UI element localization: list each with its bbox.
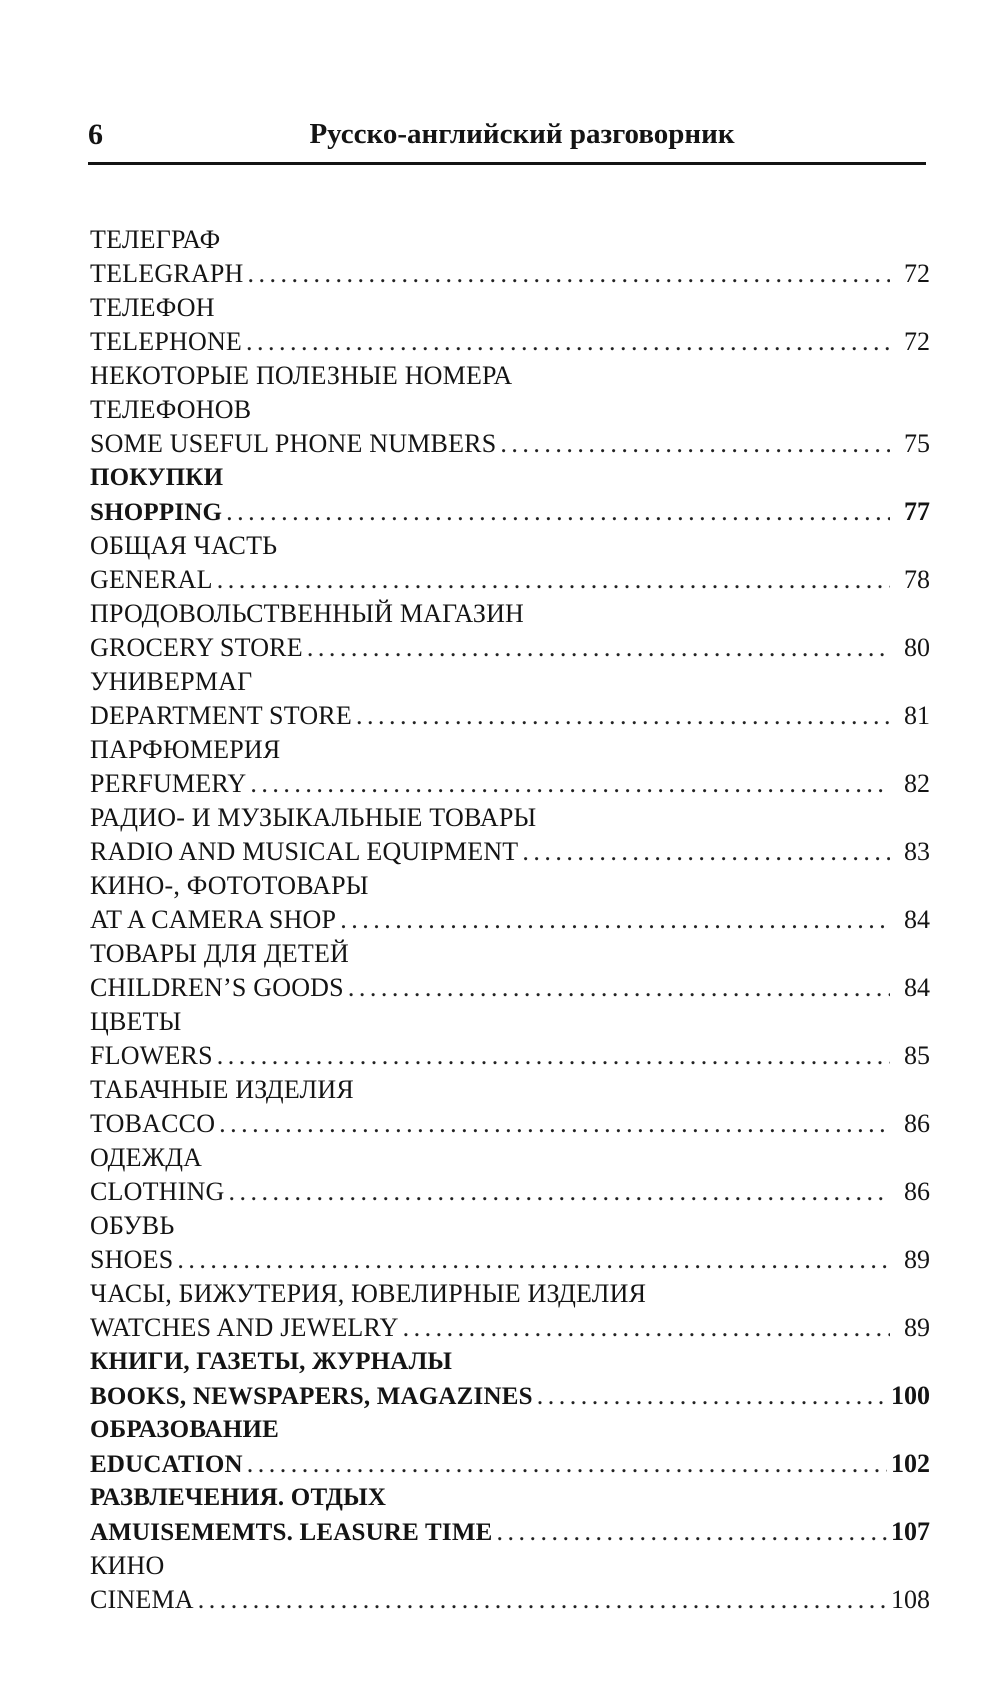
toc-entry-ru-title: ОБЩАЯ ЧАСТЬ: [90, 531, 278, 560]
toc-entry-flowers: [90, 1005, 930, 1073]
dot-leader: [228, 1175, 890, 1209]
toc-section-en-title: EDUCATION: [90, 1451, 243, 1478]
dot-leader: [198, 1583, 887, 1617]
toc-entry-line[interactable]: [90, 835, 930, 869]
toc-entry-line[interactable]: [90, 1243, 930, 1277]
toc-entry-page-number: 78: [904, 565, 930, 594]
toc-entry-ru-title: УНИВЕРМАГ: [90, 667, 253, 696]
toc-entry-ru-title: ЦВЕТЫ: [90, 1007, 182, 1036]
toc-entry-ru-title-continued: ТЕЛЕФОНОВ: [90, 395, 252, 424]
toc-section-education: [90, 1413, 930, 1481]
toc-entry-page-number: 80: [904, 633, 930, 662]
toc-entry-en-title: WATCHES AND JEWELRY: [90, 1313, 399, 1342]
toc-entry-ru-title: КИНО-, ФОТОТОВАРЫ: [90, 871, 369, 900]
toc-entry-page-number: 86: [904, 1177, 930, 1206]
toc-entry-page-number: 77: [904, 497, 930, 526]
toc-entry-page-number: 75: [904, 429, 930, 458]
toc-entry-en-title: RADIO AND MUSICAL EQUIPMENT: [90, 837, 519, 866]
dot-leader: [250, 767, 890, 801]
toc-entry-line[interactable]: [90, 1583, 930, 1617]
dot-leader: [307, 631, 890, 665]
toc-entry-line[interactable]: [90, 1039, 930, 1073]
toc-section-amusements: [90, 1481, 930, 1549]
page-number: 6: [88, 118, 103, 151]
toc-entry-en-title: FLOWERS: [90, 1041, 213, 1070]
toc-section-shopping: [90, 461, 930, 529]
toc-entry-line[interactable]: [90, 1107, 930, 1141]
toc-entry-department-store: [90, 665, 930, 733]
toc-entry-page-number: 85: [904, 1041, 930, 1070]
dot-leader: [348, 971, 890, 1005]
dot-leader: [403, 1311, 890, 1345]
toc-entry-en-title: PERFUMERY: [90, 769, 247, 798]
running-title: Русско-английский разговорник: [309, 118, 735, 150]
toc-entry-line[interactable]: [90, 631, 930, 665]
toc-entry-en-title: GROCERY STORE: [90, 633, 303, 662]
toc-entry-line[interactable]: [90, 1311, 930, 1345]
toc-entry-en-title: TELEGRAPH: [90, 259, 244, 288]
toc-entry-cinema: [90, 1549, 930, 1617]
toc-section-en-title: SHOPPING: [90, 499, 223, 526]
toc-entry-line[interactable]: [90, 495, 930, 529]
toc-entry-page-number: 72: [904, 259, 930, 288]
toc-entry-radio-musical: [90, 801, 930, 869]
toc-entry-page-number: 81: [904, 701, 930, 730]
toc-entry-telephone: [90, 291, 930, 359]
toc-entry-ru-title: ОДЕЖДА: [90, 1143, 203, 1172]
toc-entry-page-number: 86: [904, 1109, 930, 1138]
toc-entry-telegraph: [90, 223, 930, 291]
toc-section-ru-title: КНИГИ, ГАЗЕТЫ, ЖУРНАЛЫ: [90, 1348, 453, 1375]
dot-leader: [537, 1379, 887, 1413]
toc-entry-line[interactable]: [90, 325, 930, 359]
toc-entry-en-title: CHILDREN’S GOODS: [90, 973, 344, 1002]
toc-entry-general: [90, 529, 930, 597]
toc-entry-ru-title: ПРОДОВОЛЬСТВЕННЫЙ МАГАЗИН: [90, 599, 525, 628]
toc-entry-page-number: 102: [891, 1449, 930, 1478]
toc-entry-en-title: TELEPHONE: [90, 327, 242, 356]
toc-entry-ru-title: РАДИО- И МУЗЫКАЛЬНЫЕ ТОВАРЫ: [90, 803, 537, 832]
dot-leader: [246, 325, 890, 359]
toc-entry-tobacco: [90, 1073, 930, 1141]
toc-section-en-title: AMUISEMEMTS. LEASURE TIME: [90, 1519, 493, 1546]
toc-entry-en-title: SHOES: [90, 1245, 174, 1274]
toc-entry-line[interactable]: [90, 1175, 930, 1209]
toc-section-ru-title: ОБРАЗОВАНИЕ: [90, 1416, 280, 1443]
dot-leader: [177, 1243, 890, 1277]
toc-section-ru-title: ПОКУПКИ: [90, 464, 224, 491]
toc-entry-en-title: SOME USEFUL PHONE NUMBERS: [90, 429, 497, 458]
toc-entry-ru-title: ТЕЛЕФОН: [90, 293, 215, 322]
toc-entry-camera-shop: [90, 869, 930, 937]
toc-entry-page-number: 89: [904, 1245, 930, 1274]
toc-entry-page-number: 72: [904, 327, 930, 356]
toc-entry-en-title: CINEMA: [90, 1585, 194, 1614]
toc-entry-page-number: 89: [904, 1313, 930, 1342]
toc-entry-line[interactable]: [90, 971, 930, 1005]
toc-entry-watches-jewelry: [90, 1277, 930, 1345]
toc-entry-line[interactable]: [90, 699, 930, 733]
dot-leader: [219, 1107, 890, 1141]
dot-leader: [247, 257, 890, 291]
toc-entry-ru-title: ТОВАРЫ ДЛЯ ДЕТЕЙ: [90, 939, 349, 968]
toc-entry-line[interactable]: [90, 427, 930, 461]
toc-section-en-title: BOOKS, NEWSPAPERS, MAGAZINES: [90, 1383, 533, 1410]
toc-entry-en-title: DEPARTMENT STORE: [90, 701, 352, 730]
toc-entry-page-number: 82: [904, 769, 930, 798]
toc-entry-en-title: AT A CAMERA SHOP: [90, 905, 337, 934]
dot-leader: [500, 427, 890, 461]
toc-entry-en-title: CLOTHING: [90, 1177, 225, 1206]
toc-entry-ru-title: КИНО: [90, 1551, 165, 1580]
toc-entry-childrens-goods: [90, 937, 930, 1005]
toc-entry-clothing: [90, 1141, 930, 1209]
toc-entry-page-number: 84: [904, 905, 930, 934]
toc-entry-page-number: 83: [904, 837, 930, 866]
toc-entry-ru-title: ПАРФЮМЕРИЯ: [90, 735, 281, 764]
toc-entry-page-number: 107: [891, 1517, 930, 1546]
toc-entry-ru-title: НЕКОТОРЫЕ ПОЛЕЗНЫЕ НОМЕРА: [90, 361, 513, 390]
toc-entry-ru-title: ЧАСЫ, БИЖУТЕРИЯ, ЮВЕЛИРНЫЕ ИЗДЕЛИЯ: [90, 1279, 647, 1308]
toc-entry-page-number: 100: [891, 1381, 930, 1410]
toc-entry-page-number: 108: [891, 1585, 930, 1614]
dot-leader: [217, 1039, 890, 1073]
dot-leader: [247, 1447, 887, 1481]
dot-leader: [356, 699, 890, 733]
toc-entry-line[interactable]: [90, 563, 930, 597]
toc-entry-line[interactable]: [90, 767, 930, 801]
toc-entry-grocery-store: [90, 597, 930, 665]
toc-entry-perfumery: [90, 733, 930, 801]
toc-entry-ru-title: ОБУВЬ: [90, 1211, 175, 1240]
toc-entry-line[interactable]: [90, 903, 930, 937]
toc-entry-page-number: 84: [904, 973, 930, 1002]
toc-entry-line[interactable]: [90, 1379, 930, 1413]
toc-section-books: [90, 1345, 930, 1413]
toc-entry-line[interactable]: [90, 1515, 930, 1549]
toc-entry-en-title: TOBACCO: [90, 1109, 216, 1138]
toc-section-ru-title: РАЗВЛЕЧЕНИЯ. ОТДЫХ: [90, 1484, 387, 1511]
toc-entry-line[interactable]: [90, 257, 930, 291]
dot-leader: [217, 563, 890, 597]
dot-leader: [497, 1515, 887, 1549]
toc-entry-ru-title: ТАБАЧНЫЕ ИЗДЕЛИЯ: [90, 1075, 354, 1104]
toc-entry-en-title: GENERAL: [90, 565, 213, 594]
toc-entry-useful-phone-numbers: [90, 359, 930, 461]
toc-entry-ru-title: ТЕЛЕГРАФ: [90, 225, 221, 254]
table-of-contents: [90, 223, 930, 1617]
dot-leader: [522, 835, 890, 869]
page-header: [88, 118, 926, 165]
toc-entry-shoes: [90, 1209, 930, 1277]
dot-leader: [340, 903, 890, 937]
dot-leader: [226, 495, 890, 529]
toc-entry-line[interactable]: [90, 1447, 930, 1481]
